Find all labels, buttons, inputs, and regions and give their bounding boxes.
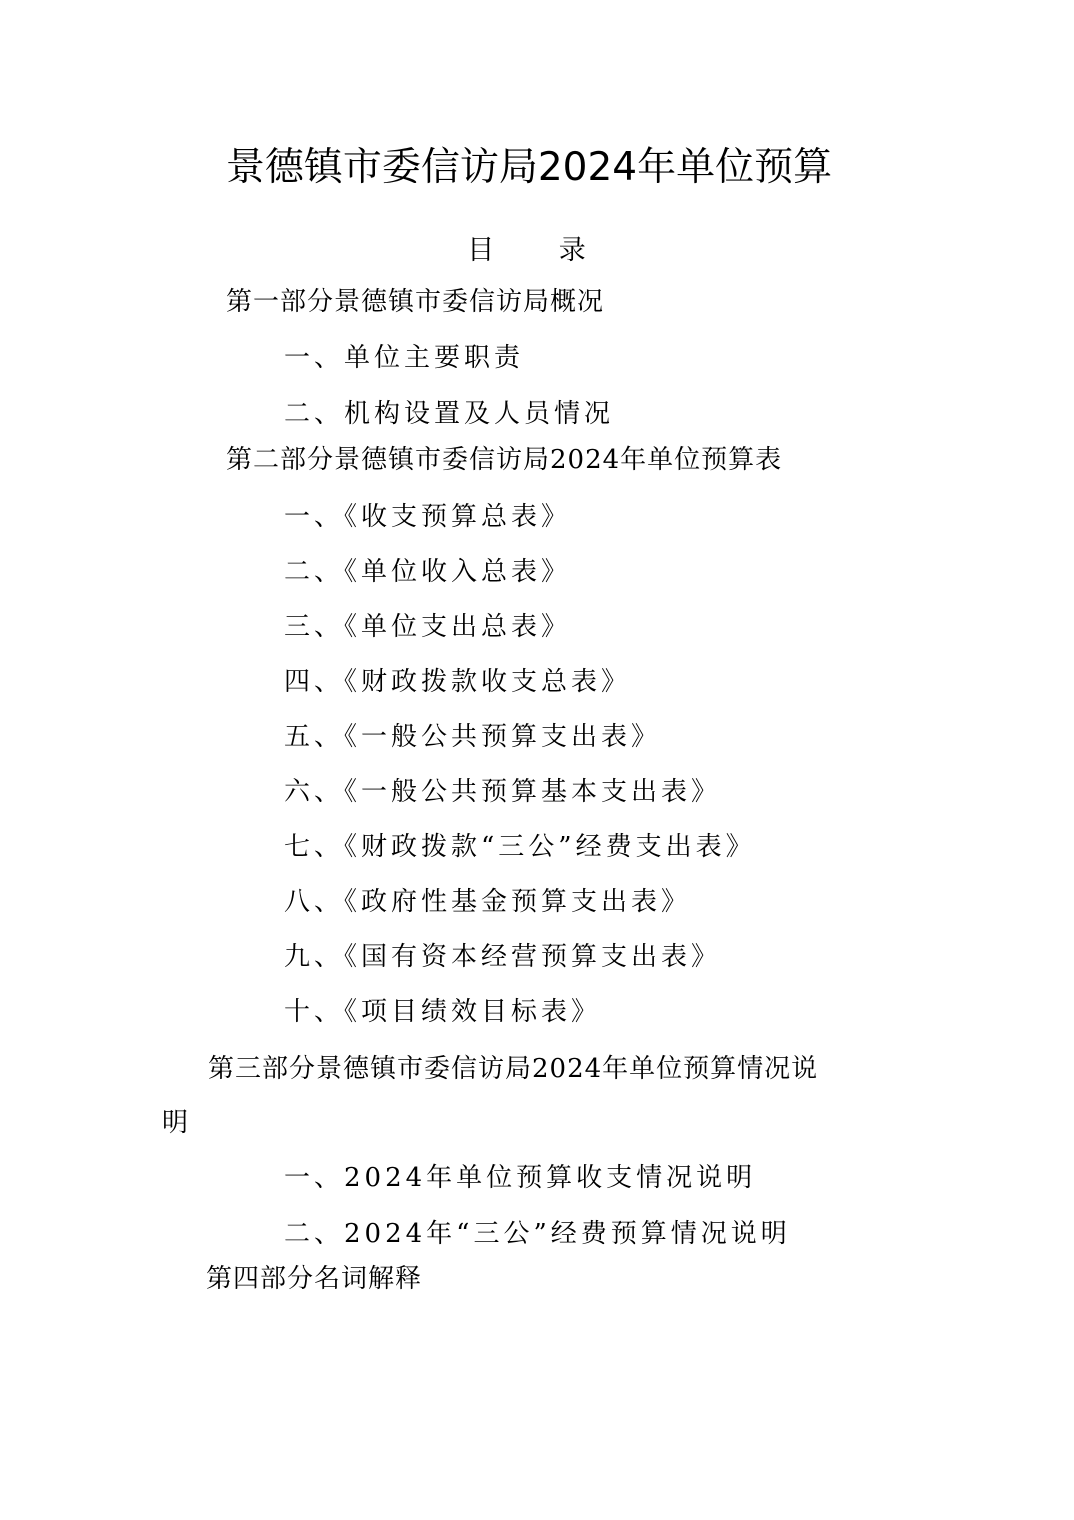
toc-item[interactable]: 一、《收支预算总表》 (284, 502, 572, 532)
toc-heading: 目 录 (467, 235, 614, 266)
document-title: 景德镇市委信访局2024年单位预算 (225, 145, 833, 190)
toc-item[interactable]: 一、单位主要职责 (284, 343, 525, 373)
toc-item[interactable]: 七、《财政拨款“三公”经费支出表》 (284, 832, 756, 862)
toc-item[interactable]: 四、《财政拨款收支总表》 (284, 667, 632, 697)
toc-part-4[interactable]: 第四部分名词解释 (206, 1264, 423, 1294)
toc-part-3[interactable]: 第三部分景德镇市委信访局2024年单位预算情况说 (208, 1054, 819, 1084)
toc-item[interactable]: 十、《项目绩效目标表》 (284, 997, 602, 1027)
toc-item[interactable]: 五、《一般公共预算支出表》 (284, 722, 662, 752)
toc-item[interactable]: 一、2024年单位预算收支情况说明 (284, 1163, 757, 1193)
toc-item[interactable]: 九、《国有资本经营预算支出表》 (284, 942, 722, 972)
toc-item[interactable]: 二、2024年“三公”经费预算情况说明 (284, 1219, 791, 1249)
toc-part-2[interactable]: 第二部分景德镇市委信访局2024年单位预算表 (226, 445, 783, 475)
toc-part-1[interactable]: 第一部分景德镇市委信访局概况 (226, 287, 605, 317)
toc-item[interactable]: 三、《单位支出总表》 (284, 612, 572, 642)
toc-item[interactable]: 六、《一般公共预算基本支出表》 (284, 777, 722, 807)
toc-item[interactable]: 二、机构设置及人员情况 (284, 399, 615, 429)
toc-part-3-continuation[interactable]: 明 (162, 1108, 190, 1138)
toc-item[interactable]: 八、《政府性基金预算支出表》 (284, 887, 692, 917)
toc-item[interactable]: 二、《单位收入总表》 (284, 557, 572, 587)
